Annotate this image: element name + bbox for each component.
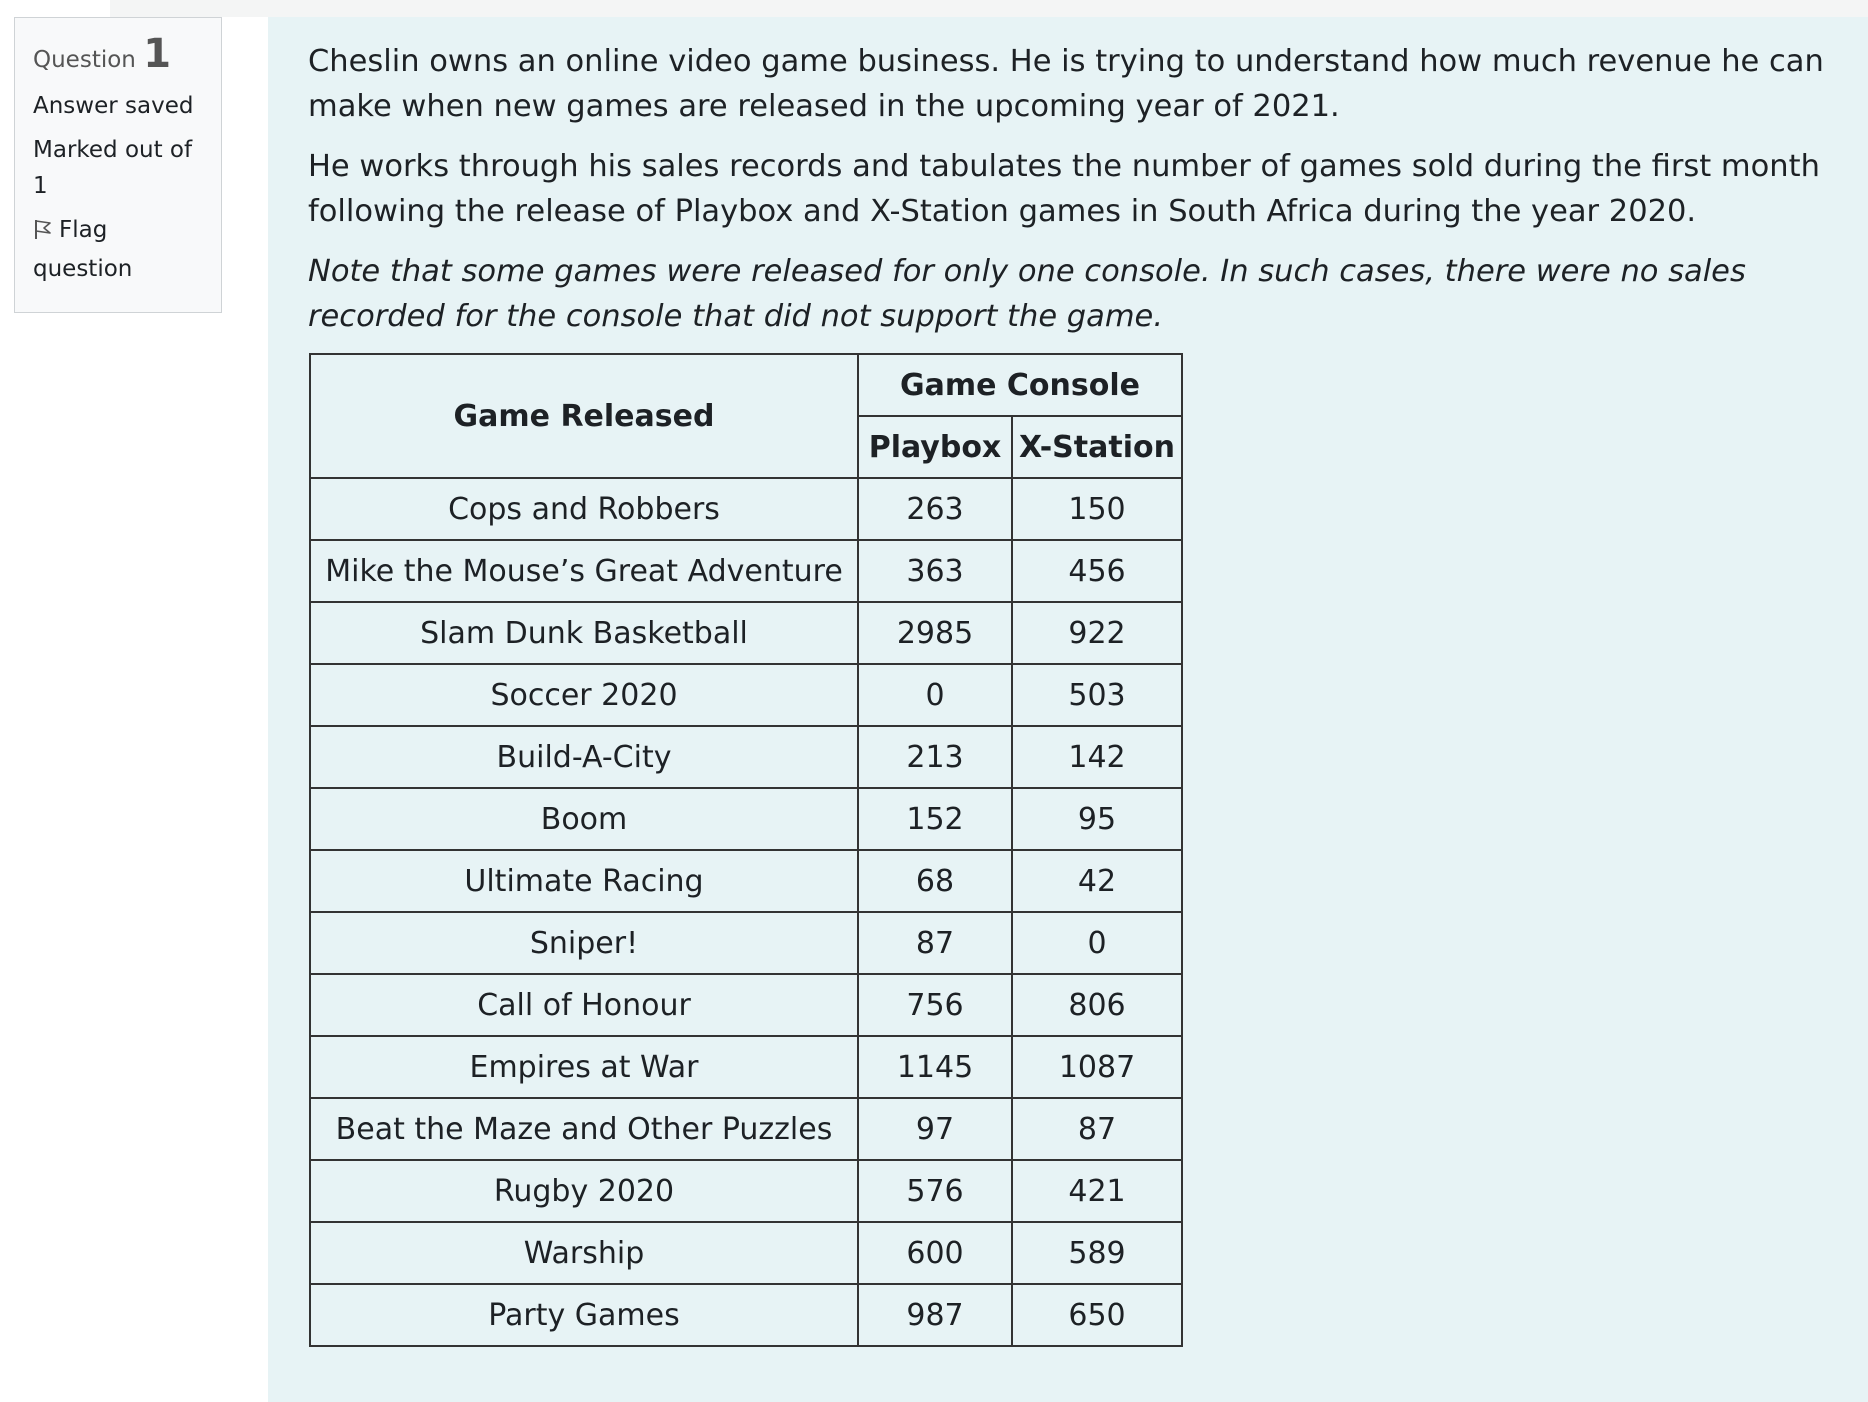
cell-xstation: 922 [1012, 602, 1182, 664]
flag-label-2[interactable]: question [33, 256, 133, 282]
cell-game: Ultimate Racing [310, 850, 858, 912]
cell-xstation: 87 [1012, 1098, 1182, 1160]
cell-playbox: 2985 [858, 602, 1012, 664]
top-bar [110, 0, 1868, 17]
cell-game: Empires at War [310, 1036, 858, 1098]
flag-question-link[interactable] [33, 212, 203, 287]
cell-playbox: 97 [858, 1098, 1012, 1160]
question-info-panel [14, 17, 222, 313]
cell-xstation: 150 [1012, 478, 1182, 540]
cell-playbox: 756 [858, 974, 1012, 1036]
cell-xstation: 0 [1012, 912, 1182, 974]
marks-value: 1 [33, 173, 48, 199]
cell-xstation: 42 [1012, 850, 1182, 912]
cell-playbox: 0 [858, 664, 1012, 726]
header-playbox: Playbox [858, 416, 1012, 478]
table-row [310, 1284, 1182, 1346]
cell-game: Call of Honour [310, 974, 858, 1036]
cell-game: Cops and Robbers [310, 478, 858, 540]
table-row [310, 664, 1182, 726]
cell-playbox: 87 [858, 912, 1012, 974]
table-body [310, 478, 1182, 1346]
cell-game: Mike the Mouse’s Great Adventure [310, 540, 858, 602]
marks-label: Marked out of [33, 137, 193, 163]
cell-xstation: 1087 [1012, 1036, 1182, 1098]
table-row [310, 1036, 1182, 1098]
sales-table [309, 353, 1183, 1347]
cell-playbox: 600 [858, 1222, 1012, 1284]
cell-xstation: 142 [1012, 726, 1182, 788]
table-row [310, 788, 1182, 850]
cell-playbox: 363 [858, 540, 1012, 602]
cell-xstation: 95 [1012, 788, 1182, 850]
table-row [310, 478, 1182, 540]
cell-game: Warship [310, 1222, 858, 1284]
cell-game: Beat the Maze and Other Puzzles [310, 1098, 858, 1160]
question-number: 1 [143, 31, 172, 77]
cell-game: Slam Dunk Basketball [310, 602, 858, 664]
cell-game: Boom [310, 788, 858, 850]
header-game-console: Game Console [858, 354, 1182, 416]
answer-status: Answer saved [33, 93, 194, 119]
header-game-released: Game Released [310, 354, 858, 478]
question-number-label [33, 31, 203, 80]
table-row [310, 974, 1182, 1036]
flag-label-1[interactable]: Flag [59, 217, 108, 243]
question-paragraph-2: He works through his sales records and tabulates the number of games sold during the first month following the release of Playbox and X-Station games in South Africa during the year 2020. [308, 149, 1820, 229]
table-row [310, 540, 1182, 602]
table-row [310, 602, 1182, 664]
question-paragraph-1: Cheslin owns an online video game business. He is trying to understand how much revenue he can make when new games are released in the upcoming year of 2021. [308, 44, 1824, 124]
cell-playbox: 213 [858, 726, 1012, 788]
cell-xstation: 589 [1012, 1222, 1182, 1284]
cell-game: Build-A-City [310, 726, 858, 788]
cell-xstation: 456 [1012, 540, 1182, 602]
cell-xstation: 650 [1012, 1284, 1182, 1346]
cell-game: Soccer 2020 [310, 664, 858, 726]
cell-xstation: 806 [1012, 974, 1182, 1036]
table-row [310, 1098, 1182, 1160]
cell-playbox: 263 [858, 478, 1012, 540]
cell-playbox: 576 [858, 1160, 1012, 1222]
header-xstation: X-Station [1012, 416, 1182, 478]
cell-game: Rugby 2020 [310, 1160, 858, 1222]
cell-game: Sniper! [310, 912, 858, 974]
cell-playbox: 987 [858, 1284, 1012, 1346]
cell-game: Party Games [310, 1284, 858, 1346]
cell-playbox: 152 [858, 788, 1012, 850]
table-row [310, 1160, 1182, 1222]
cell-xstation: 503 [1012, 664, 1182, 726]
table-row [310, 912, 1182, 974]
question-note: Note that some games were released for only one console. In such cases, there were no sales recorded for the console that did not support the game. [308, 254, 1746, 334]
marks-info [33, 132, 203, 204]
table-header-row [310, 354, 1182, 416]
table-row [310, 850, 1182, 912]
question-label: Question [33, 47, 136, 73]
cell-playbox: 1145 [858, 1036, 1012, 1098]
flag-icon[interactable] [33, 215, 53, 251]
cell-xstation: 421 [1012, 1160, 1182, 1222]
table-row [310, 1222, 1182, 1284]
question-content [268, 17, 1868, 1402]
table-row [310, 726, 1182, 788]
cell-playbox: 68 [858, 850, 1012, 912]
